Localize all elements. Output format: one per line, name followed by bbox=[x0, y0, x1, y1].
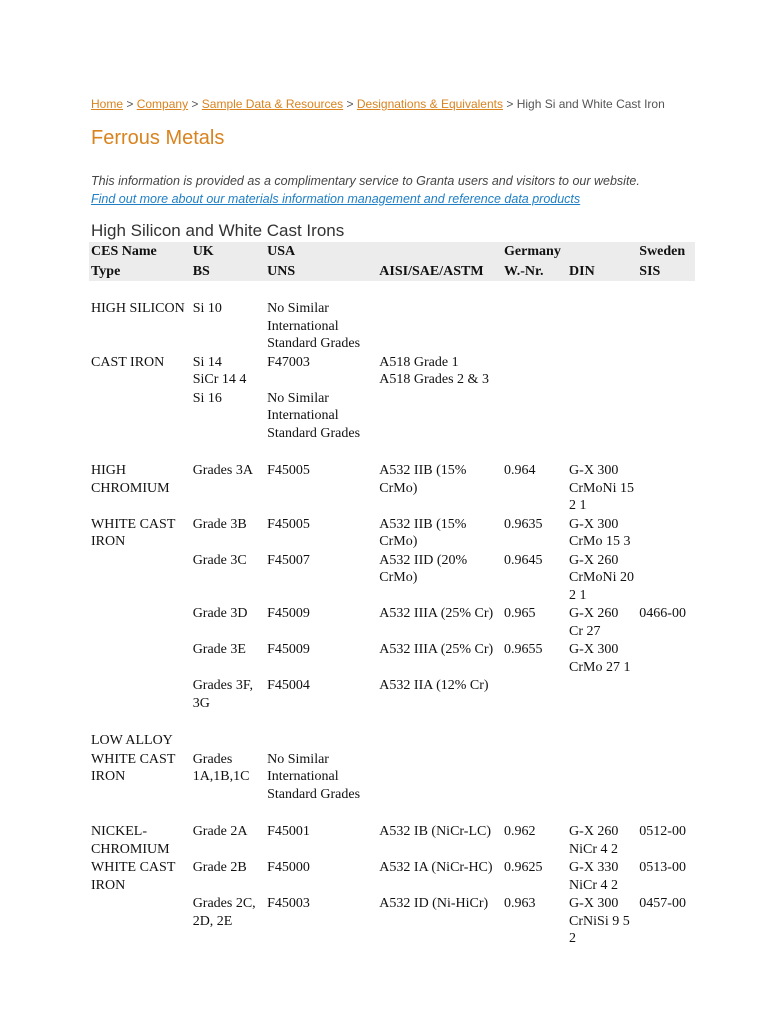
table-cell: Grade 3B bbox=[192, 516, 247, 532]
table-cell bbox=[191, 732, 265, 751]
table-row bbox=[89, 641, 695, 677]
table-cell bbox=[89, 552, 191, 606]
table-cell: Si 14 SiCr 14 4 bbox=[192, 354, 247, 387]
table-cell: 0.9655 bbox=[504, 642, 543, 657]
table-row bbox=[89, 390, 695, 444]
table-row bbox=[89, 859, 695, 895]
products-link[interactable]: Find out more about our materials information management and reference data products bbox=[91, 192, 581, 206]
table-cell: G-X 330 NiCr 4 2 bbox=[569, 860, 619, 893]
table-cell bbox=[89, 641, 191, 677]
table-cell: No Similar International Standard Grades bbox=[267, 751, 361, 802]
breadcrumb-separator: > bbox=[126, 97, 134, 111]
table-row bbox=[89, 677, 695, 713]
table-cell: A518 Grade 1 A518 Grades 2 & 3 bbox=[379, 354, 489, 387]
table-cell bbox=[567, 390, 637, 444]
table-cell: No Similar International Standard Grades bbox=[267, 390, 361, 441]
header-cell: BS bbox=[191, 262, 265, 282]
header-cell: UK bbox=[191, 242, 265, 262]
table-cell: A532 ID (Ni-HiCr) bbox=[379, 896, 489, 911]
table-cell: G-X 300 CrMoNi 15 2 1 bbox=[569, 463, 634, 513]
table-cell: WHITE CAST IRON bbox=[91, 516, 176, 549]
table-cell bbox=[502, 751, 567, 805]
table-cell: 0.962 bbox=[504, 824, 536, 839]
table-cell: F45004 bbox=[267, 678, 310, 693]
header-cell: CES Name bbox=[89, 242, 191, 262]
header-cell: W.-Nr. bbox=[502, 262, 567, 282]
table-cell: 0.9625 bbox=[504, 860, 543, 875]
table-row bbox=[89, 462, 695, 516]
table-cell: 0.963 bbox=[504, 896, 536, 911]
header-cell: UNS bbox=[265, 262, 377, 282]
table-cell bbox=[637, 354, 695, 390]
table-cell: F45005 bbox=[267, 463, 310, 478]
table-cell: Grade 2B bbox=[192, 860, 247, 875]
header-cell: Type bbox=[89, 262, 191, 282]
table-row bbox=[89, 552, 695, 606]
spacer-row bbox=[89, 804, 695, 823]
table-cell bbox=[89, 390, 191, 444]
page-title: Ferrous Metals bbox=[91, 127, 225, 149]
table-cell bbox=[377, 300, 502, 354]
table-cell: LOW ALLOY bbox=[91, 733, 173, 748]
table-body bbox=[89, 281, 695, 949]
table-row bbox=[89, 300, 695, 354]
breadcrumb-separator: > bbox=[191, 97, 199, 111]
spacer-row bbox=[89, 281, 695, 300]
table-cell: G-X 300 CrNiSi 9 5 2 bbox=[569, 896, 630, 946]
table-cell: Si 10 bbox=[192, 301, 222, 316]
table-cell: G-X 260 Cr 27 bbox=[569, 606, 619, 639]
table-cell bbox=[637, 516, 695, 552]
table-cell: Grades 3F, 3G bbox=[192, 678, 254, 711]
spacer-cell bbox=[89, 804, 695, 823]
table-cell: Si 16 bbox=[192, 390, 222, 406]
header-cell bbox=[377, 242, 502, 262]
breadcrumb-link-sample-data[interactable]: Sample Data & Resources bbox=[201, 97, 344, 111]
table-header bbox=[89, 242, 695, 281]
table-cell: 0512-00 bbox=[639, 824, 686, 839]
table-cell bbox=[567, 300, 637, 354]
table-cell: A532 IIB (15% CrMo) bbox=[379, 516, 467, 549]
table-cell: NICKEL-CHROMIUM bbox=[91, 824, 170, 857]
table-cell: A532 IIIA (25% Cr) bbox=[379, 642, 494, 657]
table-cell: HIGH CHROMIUM bbox=[91, 463, 170, 496]
table-cell: G-X 300 CrMo 15 3 bbox=[569, 516, 631, 549]
table-cell: 0457-00 bbox=[639, 896, 686, 911]
table-cell bbox=[89, 895, 191, 949]
table-cell: WHITE CAST IRON bbox=[91, 751, 176, 784]
table-cell bbox=[502, 300, 567, 354]
header-cell: SIS bbox=[637, 262, 695, 282]
spacer-row bbox=[89, 443, 695, 462]
intro-block bbox=[91, 172, 640, 208]
table-cell: Grade 3E bbox=[192, 642, 246, 657]
table-cell: F45005 bbox=[267, 516, 310, 532]
intro-text: This information is provided as a complimentary service to Granta users and visitors to our website. bbox=[91, 174, 640, 188]
table-row bbox=[89, 605, 695, 641]
table-cell bbox=[265, 732, 377, 751]
table-cell: CAST IRON bbox=[91, 354, 165, 370]
table-cell: F45003 bbox=[267, 896, 310, 911]
table-cell: Grade 2A bbox=[192, 824, 248, 839]
breadcrumb-current: High Si and White Cast Iron bbox=[516, 97, 665, 111]
table-cell bbox=[377, 390, 502, 444]
breadcrumb-separator: > bbox=[346, 97, 354, 111]
table-cell: F45001 bbox=[267, 824, 310, 839]
breadcrumb bbox=[91, 97, 665, 111]
table-row bbox=[89, 354, 695, 390]
header-row-countries bbox=[89, 242, 695, 262]
header-cell: AISI/SAE/ASTM bbox=[377, 262, 502, 282]
table-cell bbox=[637, 462, 695, 516]
table-row bbox=[89, 751, 695, 805]
breadcrumb-link-home[interactable]: Home bbox=[91, 97, 124, 111]
table-cell bbox=[502, 677, 567, 713]
table-cell: 0.965 bbox=[504, 606, 536, 621]
table-cell: 0513-00 bbox=[639, 860, 686, 875]
breadcrumb-link-company[interactable]: Company bbox=[136, 97, 189, 111]
table-cell: Grade 3D bbox=[192, 606, 248, 621]
designations-table bbox=[89, 242, 695, 949]
table-cell: A532 IB (NiCr-LC) bbox=[379, 824, 492, 839]
table-cell: F45007 bbox=[267, 552, 310, 568]
table-cell: 0.9635 bbox=[504, 516, 543, 532]
breadcrumb-separator: > bbox=[506, 97, 514, 111]
table-cell: G-X 260 NiCr 4 2 bbox=[569, 824, 619, 857]
table-cell bbox=[377, 732, 502, 751]
table-row bbox=[89, 732, 695, 751]
table-cell bbox=[89, 605, 191, 641]
header-cell bbox=[567, 242, 637, 262]
table-cell bbox=[637, 641, 695, 677]
table-cell: 0466-00 bbox=[639, 606, 686, 621]
table-row bbox=[89, 895, 695, 949]
table-cell bbox=[89, 677, 191, 713]
table-cell: G-X 260 CrMoNi 20 2 1 bbox=[569, 552, 634, 603]
spacer-cell bbox=[89, 443, 695, 462]
section-title: High Silicon and White Cast Irons bbox=[91, 221, 345, 240]
header-cell: Germany bbox=[502, 242, 567, 262]
table-cell bbox=[567, 732, 637, 751]
table-cell: G-X 300 CrMo 27 1 bbox=[569, 642, 631, 675]
table-cell: WHITE CAST IRON bbox=[91, 860, 176, 893]
table-cell bbox=[637, 751, 695, 805]
table-cell: Grades 1A,1B,1C bbox=[192, 751, 250, 784]
spacer-cell bbox=[89, 281, 695, 300]
table-cell: A532 IID (20% CrMo) bbox=[379, 552, 468, 585]
table-cell bbox=[567, 354, 637, 390]
table-cell: Grade 3C bbox=[192, 552, 247, 568]
header-row-standards bbox=[89, 262, 695, 282]
table-cell: A532 IIA (12% Cr) bbox=[379, 678, 489, 693]
table-cell bbox=[502, 390, 567, 444]
table-cell bbox=[377, 751, 502, 805]
spacer-row bbox=[89, 713, 695, 732]
spacer-cell bbox=[89, 713, 695, 732]
table-cell bbox=[637, 552, 695, 606]
table-cell: 0.964 bbox=[504, 463, 536, 478]
table-cell: F45009 bbox=[267, 606, 310, 621]
header-cell: DIN bbox=[567, 262, 637, 282]
breadcrumb-link-designations[interactable]: Designations & Equivalents bbox=[356, 97, 503, 111]
table-cell bbox=[637, 677, 695, 713]
table-cell: 0.9645 bbox=[504, 552, 543, 568]
table-cell bbox=[567, 751, 637, 805]
table-cell: A532 IA (NiCr-HC) bbox=[379, 860, 493, 875]
table-cell: Grades 3A bbox=[192, 463, 253, 478]
table-cell: A532 IIIA (25% Cr) bbox=[379, 606, 494, 621]
table-cell: F45000 bbox=[267, 860, 310, 875]
header-cell: Sweden bbox=[637, 242, 695, 262]
table-cell bbox=[502, 732, 567, 751]
table-cell: F47003 bbox=[267, 354, 310, 370]
table-cell: No Similar International Standard Grades bbox=[267, 301, 361, 351]
table-cell: A532 IIB (15% CrMo) bbox=[379, 463, 467, 496]
header-cell: USA bbox=[265, 242, 377, 262]
table-row bbox=[89, 516, 695, 552]
table-cell bbox=[502, 354, 567, 390]
table-cell: F45009 bbox=[267, 642, 310, 657]
table-cell bbox=[637, 300, 695, 354]
table-cell bbox=[637, 732, 695, 751]
table-cell: HIGH SILICON bbox=[91, 301, 185, 316]
table-cell bbox=[637, 390, 695, 444]
table-cell bbox=[567, 677, 637, 713]
table-cell: Grades 2C, 2D, 2E bbox=[192, 896, 256, 929]
table-row bbox=[89, 823, 695, 859]
